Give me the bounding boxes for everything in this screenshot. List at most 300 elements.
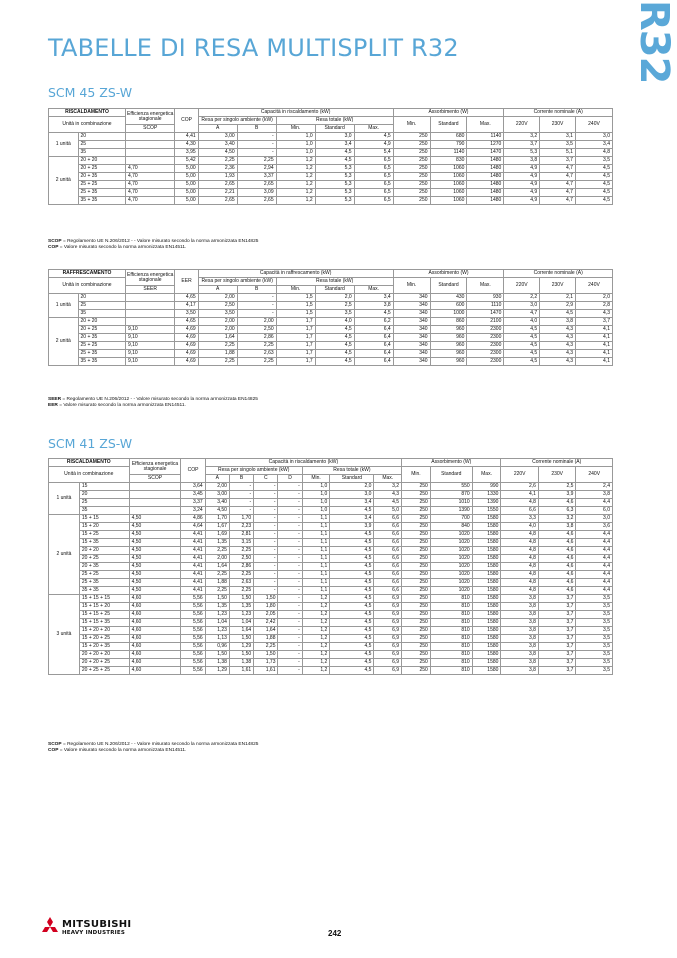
value-cell: 810	[430, 619, 472, 627]
value-cell: 1,7	[276, 318, 315, 326]
header-b: B	[237, 125, 276, 133]
header-absorption: Assorbimento (W)	[393, 270, 504, 278]
value-cell: 4,50	[205, 507, 229, 515]
value-cell: 4,41	[181, 531, 205, 539]
header-c: C	[254, 475, 278, 483]
value-cell: 1060	[430, 165, 467, 173]
value-cell: 3,8	[501, 627, 539, 635]
combination-cell: 15 + 20 + 25	[79, 635, 129, 643]
value-cell: 3,5	[575, 157, 612, 165]
unit-group-label: 2 unità	[49, 318, 79, 366]
value-cell: -	[278, 563, 302, 571]
value-cell: 5,56	[181, 635, 205, 643]
value-cell: 3,8	[576, 491, 613, 499]
value-cell: 3,5	[576, 651, 613, 659]
value-cell: 250	[402, 619, 431, 627]
value-cell: 5,00	[175, 181, 198, 189]
side-tab	[631, 0, 677, 84]
note-text: = Valore misurato secondo la norma armonizzata EN14511.	[57, 403, 186, 408]
value-cell: 3,5	[576, 635, 613, 643]
combination-cell: 15 + 35	[79, 539, 129, 547]
combination-cell: 25 + 35	[79, 579, 129, 587]
value-cell: 1580	[472, 555, 501, 563]
table-row	[49, 507, 613, 515]
value-cell: 2100	[467, 318, 504, 326]
value-cell: 4,5	[575, 181, 612, 189]
value-cell: 4,5	[330, 659, 374, 667]
value-cell: 4,69	[175, 358, 198, 366]
value-cell: 4,69	[175, 350, 198, 358]
value-cell: 5,56	[181, 643, 205, 651]
value-cell: 4,6	[538, 499, 576, 507]
table-row	[49, 342, 613, 350]
value-cell: 6,9	[374, 611, 402, 619]
combination-cell: 15 + 15 + 35	[79, 619, 129, 627]
value-cell: 2,25	[198, 358, 237, 366]
value-cell: 3,4	[315, 141, 354, 149]
value-cell: 3,4	[330, 515, 374, 523]
value-cell: 1,0	[276, 133, 315, 141]
header-max: Max.	[354, 286, 393, 294]
value-cell: 2,81	[229, 531, 253, 539]
value-cell: -	[237, 149, 276, 157]
value-cell: 3,7	[538, 603, 576, 611]
value-cell: 4,5	[575, 165, 612, 173]
value-cell: 6,4	[354, 350, 393, 358]
value-cell: 3,00	[198, 133, 237, 141]
brand-line2: HEAVY INDUSTRIES	[62, 930, 125, 936]
value-cell: 4,70	[125, 197, 175, 205]
header-mode: RAFFRESCAMENTO	[49, 270, 126, 278]
value-cell: 1580	[472, 547, 501, 555]
header-capacity: Capacità in riscaldamento (kW)	[205, 459, 401, 467]
value-cell: 4,70	[125, 189, 175, 197]
value-cell: 4,30	[175, 141, 198, 149]
combination-cell: 20 + 20	[79, 547, 129, 555]
value-cell: 1480	[467, 197, 504, 205]
value-cell: 1,2	[302, 627, 330, 635]
value-cell: 0,96	[205, 643, 229, 651]
value-cell: -	[254, 563, 278, 571]
value-cell: -	[278, 523, 302, 531]
header-unit-combo: Unità in combinazione	[49, 117, 126, 133]
value-cell: 4,7	[540, 165, 576, 173]
combination-cell: 20 + 20 + 20	[79, 651, 129, 659]
header-per-unit: Resa per singolo ambiente (kW)	[198, 278, 276, 286]
value-cell: 3,5	[540, 141, 576, 149]
value-cell: 250	[402, 651, 431, 659]
value-cell: 1020	[430, 547, 472, 555]
value-cell: 3,45	[181, 491, 205, 499]
value-cell: 1060	[430, 197, 467, 205]
header-240v: 240V	[576, 278, 613, 294]
value-cell: 1,50	[229, 635, 253, 643]
value-cell: 2,50	[237, 326, 276, 334]
value-cell: 1390	[430, 507, 472, 515]
header-metric: SCOP	[129, 475, 181, 483]
value-cell: 3,0	[504, 302, 540, 310]
value-cell: 4,5	[504, 358, 540, 366]
combination-cell: 15	[79, 483, 129, 491]
value-cell: 1020	[430, 555, 472, 563]
unit-group-label: 1 unità	[49, 133, 79, 157]
value-cell: 1,7	[276, 342, 315, 350]
table-row	[49, 563, 613, 571]
value-cell: 4,5	[330, 635, 374, 643]
value-cell: -	[278, 531, 302, 539]
value-cell: 2300	[467, 358, 504, 366]
value-cell: 340	[393, 326, 430, 334]
value-cell: -	[237, 310, 276, 318]
value-cell: 960	[430, 334, 467, 342]
value-cell: 1,0	[276, 149, 315, 157]
value-cell: 1,0	[302, 483, 330, 491]
value-cell: 9,10	[125, 326, 175, 334]
header-abs-std: Standard	[430, 467, 472, 483]
value-cell: 1,67	[205, 523, 229, 531]
value-cell: 6,6	[374, 579, 402, 587]
header-abs-std: Standard	[430, 278, 467, 294]
header-std: Standard	[315, 125, 354, 133]
value-cell: 4,0	[315, 318, 354, 326]
value-cell: 4,4	[576, 547, 613, 555]
value-cell: 6,5	[354, 173, 393, 181]
value-cell: 5,4	[354, 149, 393, 157]
value-cell: 5,3	[315, 173, 354, 181]
value-cell: 6,9	[374, 635, 402, 643]
value-cell: 1,1	[302, 579, 330, 587]
value-cell: 3,37	[181, 499, 205, 507]
value-cell: 6,9	[374, 619, 402, 627]
value-cell: 1330	[472, 491, 501, 499]
value-cell: 3,24	[181, 507, 205, 515]
value-cell: 4,5	[330, 563, 374, 571]
value-cell: 6,6	[501, 507, 539, 515]
value-cell: -	[278, 667, 302, 675]
header-cop: COP	[181, 459, 205, 483]
value-cell: 1580	[472, 651, 501, 659]
value-cell: 250	[402, 667, 431, 675]
value-cell: 3,7	[538, 619, 576, 627]
value-cell: 6,6	[374, 563, 402, 571]
value-cell	[125, 294, 175, 302]
value-cell: 250	[402, 595, 431, 603]
value-cell: 1480	[467, 165, 504, 173]
value-cell: 1020	[430, 571, 472, 579]
value-cell: -	[278, 547, 302, 555]
value-cell: 3,8	[354, 302, 393, 310]
header-a: A	[198, 286, 237, 294]
table-row	[49, 294, 613, 302]
value-cell: 960	[430, 358, 467, 366]
value-cell: 4,50	[129, 555, 181, 563]
value-cell: 4,3	[540, 334, 576, 342]
value-cell: 6,5	[354, 197, 393, 205]
value-cell: 1,0	[302, 507, 330, 515]
value-cell: 4,1	[576, 342, 613, 350]
value-cell: -	[278, 635, 302, 643]
table-row	[49, 350, 613, 358]
header-mode: RISCALDAMENTO	[49, 459, 130, 467]
value-cell: -	[278, 571, 302, 579]
value-cell: 5,3	[315, 181, 354, 189]
value-cell: 1470	[467, 310, 504, 318]
header-d: D	[278, 475, 302, 483]
value-cell: 2,0	[330, 483, 374, 491]
value-cell: 1580	[472, 539, 501, 547]
header-abs-max: Max.	[467, 117, 504, 133]
value-cell: 860	[430, 318, 467, 326]
value-cell: 2,25	[229, 571, 253, 579]
note-key: COP	[48, 245, 59, 250]
value-cell: 250	[402, 635, 431, 643]
value-cell: 1,64	[229, 627, 253, 635]
table-row	[49, 523, 613, 531]
header-current: Corrente nominale (A)	[501, 459, 613, 467]
value-cell: 3,5	[576, 619, 613, 627]
value-cell: 1580	[472, 603, 501, 611]
value-cell: -	[229, 491, 253, 499]
table-scm45-heating	[48, 108, 613, 205]
value-cell: 2,23	[229, 523, 253, 531]
value-cell: 4,4	[576, 587, 613, 595]
value-cell: 810	[430, 635, 472, 643]
value-cell: 250	[393, 165, 430, 173]
value-cell: 2,9	[540, 302, 576, 310]
value-cell: 700	[430, 515, 472, 523]
value-cell: 5,00	[175, 173, 198, 181]
value-cell: 2,25	[205, 587, 229, 595]
value-cell: 4,50	[129, 523, 181, 531]
value-cell: 1,2	[276, 197, 315, 205]
value-cell: 1550	[472, 507, 501, 515]
value-cell: 2,5	[315, 302, 354, 310]
value-cell: 4,6	[538, 587, 576, 595]
value-cell: 5,56	[181, 667, 205, 675]
value-cell: 3,5	[576, 611, 613, 619]
header-230v: 230V	[538, 467, 576, 483]
table-row	[49, 491, 613, 499]
value-cell: 810	[430, 659, 472, 667]
value-cell: 3,15	[229, 539, 253, 547]
value-cell: 4,5	[575, 197, 612, 205]
value-cell: 2,5	[538, 483, 576, 491]
value-cell: 1,38	[205, 659, 229, 667]
header-min: Min.	[276, 125, 315, 133]
header-240v: 240V	[576, 467, 613, 483]
value-cell: 3,09	[237, 189, 276, 197]
value-cell: -	[229, 483, 253, 491]
value-cell: 4,50	[129, 531, 181, 539]
value-cell: 3,2	[538, 515, 576, 523]
value-cell: 3,2	[504, 133, 540, 141]
value-cell: 4,5	[330, 627, 374, 635]
table-row	[49, 627, 613, 635]
value-cell: 2,25	[237, 358, 276, 366]
value-cell: 3,0	[330, 491, 374, 499]
value-cell: 3,0	[575, 133, 612, 141]
value-cell: 4,5	[504, 326, 540, 334]
value-cell: 5,3	[315, 197, 354, 205]
value-cell: 1,64	[254, 627, 278, 635]
value-cell: 810	[430, 603, 472, 611]
table-row	[49, 531, 613, 539]
value-cell: 2,94	[237, 165, 276, 173]
value-cell: 1,23	[205, 611, 229, 619]
table-row	[49, 555, 613, 563]
header-a: A	[205, 475, 229, 483]
value-cell: 1,70	[205, 515, 229, 523]
value-cell: 3,5	[315, 310, 354, 318]
value-cell: 3,9	[330, 523, 374, 531]
value-cell: 1480	[467, 173, 504, 181]
header-220v: 220V	[501, 467, 539, 483]
value-cell: 1580	[472, 611, 501, 619]
value-cell: 2,65	[237, 181, 276, 189]
value-cell: 250	[402, 659, 431, 667]
combination-cell: 35	[78, 310, 125, 318]
value-cell: 680	[430, 133, 467, 141]
value-cell: 1,35	[205, 603, 229, 611]
table-row	[49, 547, 613, 555]
value-cell: 4,41	[181, 579, 205, 587]
value-cell: 4,4	[576, 571, 613, 579]
value-cell: 1,5	[276, 294, 315, 302]
table-row	[49, 611, 613, 619]
value-cell: 1,35	[229, 603, 253, 611]
value-cell: 1,23	[229, 611, 253, 619]
table-row	[49, 334, 613, 342]
note-line	[48, 245, 258, 251]
combination-cell: 15 + 15 + 25	[79, 611, 129, 619]
value-cell: 1,35	[205, 539, 229, 547]
value-cell: 4,1	[576, 334, 613, 342]
combination-cell: 20 + 20	[78, 157, 125, 165]
value-cell: 960	[430, 350, 467, 358]
value-cell: 2,00	[205, 555, 229, 563]
header-per-unit: Resa per singolo ambiente (kW)	[198, 117, 276, 125]
table-row	[49, 595, 613, 603]
combination-cell: 35 + 35	[78, 197, 125, 205]
value-cell: 340	[393, 318, 430, 326]
combination-cell: 25	[78, 302, 125, 310]
value-cell: -	[278, 587, 302, 595]
value-cell: 1,2	[302, 619, 330, 627]
value-cell: 250	[402, 483, 431, 491]
value-cell: -	[254, 523, 278, 531]
value-cell: 3,2	[374, 483, 402, 491]
value-cell: 1140	[467, 133, 504, 141]
value-cell: 1110	[467, 302, 504, 310]
value-cell: 5,56	[181, 619, 205, 627]
value-cell: 6,4	[354, 342, 393, 350]
value-cell: 250	[402, 539, 431, 547]
brand-line1: MITSUBISHI	[62, 919, 132, 930]
value-cell: 2,00	[198, 294, 237, 302]
table-row	[49, 358, 613, 366]
value-cell: 3,7	[538, 667, 576, 675]
value-cell: 1580	[472, 571, 501, 579]
value-cell: 250	[393, 197, 430, 205]
header-abs-max: Max.	[467, 278, 504, 294]
table-row	[49, 318, 613, 326]
combination-cell: 35 + 35	[79, 587, 129, 595]
value-cell: 2,00	[198, 326, 237, 334]
unit-group-label: 3 unità	[49, 595, 80, 675]
header-b: B	[229, 475, 253, 483]
value-cell	[125, 141, 175, 149]
value-cell: 1580	[472, 531, 501, 539]
value-cell: 1,50	[254, 651, 278, 659]
value-cell: 250	[393, 189, 430, 197]
value-cell: 2,65	[237, 197, 276, 205]
note-text: = Regolamento UE N.206/2012 - - Valore misurato secondo la norma armonizzata EN14825	[61, 397, 258, 402]
value-cell: 5,00	[175, 197, 198, 205]
section-title-scm45: SCM 45 ZS-W	[48, 85, 133, 100]
value-cell: 4,60	[129, 643, 181, 651]
value-cell: 2,25	[254, 643, 278, 651]
value-cell: 4,5	[315, 157, 354, 165]
value-cell: -	[254, 483, 278, 491]
value-cell: -	[254, 539, 278, 547]
header-max: Max.	[354, 125, 393, 133]
table-row	[49, 515, 613, 523]
value-cell: 6,4	[354, 358, 393, 366]
combination-cell: 35	[78, 149, 125, 157]
value-cell: 1580	[472, 595, 501, 603]
value-cell: 4,5	[374, 499, 402, 507]
value-cell: -	[229, 499, 253, 507]
value-cell: 2,50	[198, 302, 237, 310]
value-cell: 4,50	[129, 587, 181, 595]
value-cell: 1,2	[276, 189, 315, 197]
value-cell: 4,4	[576, 539, 613, 547]
value-cell: 1580	[472, 515, 501, 523]
value-cell: 4,41	[181, 571, 205, 579]
combination-cell: 35	[79, 507, 129, 515]
value-cell: 6,6	[374, 531, 402, 539]
value-cell: 4,5	[504, 350, 540, 358]
header-abs-min: Min.	[402, 467, 431, 483]
combination-cell: 15 + 15	[79, 515, 129, 523]
value-cell: 810	[430, 667, 472, 675]
value-cell: 3,4	[575, 141, 612, 149]
header-unit-combo: Unità in combinazione	[49, 467, 130, 483]
combination-cell: 20 + 20 + 25	[79, 659, 129, 667]
value-cell: -	[254, 499, 278, 507]
header-per-unit: Resa per singolo ambiente (kW)	[205, 467, 302, 475]
value-cell: 3,8	[501, 611, 539, 619]
value-cell: 2,1	[540, 294, 576, 302]
value-cell: 4,5	[575, 189, 612, 197]
value-cell: 3,40	[205, 499, 229, 507]
value-cell: 250	[402, 547, 431, 555]
value-cell: 1020	[430, 563, 472, 571]
mitsubishi-diamonds-icon	[40, 917, 60, 937]
value-cell: 5,1	[540, 149, 576, 157]
value-cell: 4,9	[504, 189, 540, 197]
value-cell: 250	[393, 173, 430, 181]
header-capacity: Capacità in raffrescamento (kW)	[198, 270, 393, 278]
value-cell: 5,00	[175, 165, 198, 173]
value-cell: 4,41	[181, 563, 205, 571]
value-cell: 1,0	[302, 491, 330, 499]
value-cell: 4,3	[540, 326, 576, 334]
value-cell: -	[237, 141, 276, 149]
value-cell: 250	[393, 157, 430, 165]
value-cell: 3,8	[538, 523, 576, 531]
note-key: SCOP	[48, 742, 62, 747]
